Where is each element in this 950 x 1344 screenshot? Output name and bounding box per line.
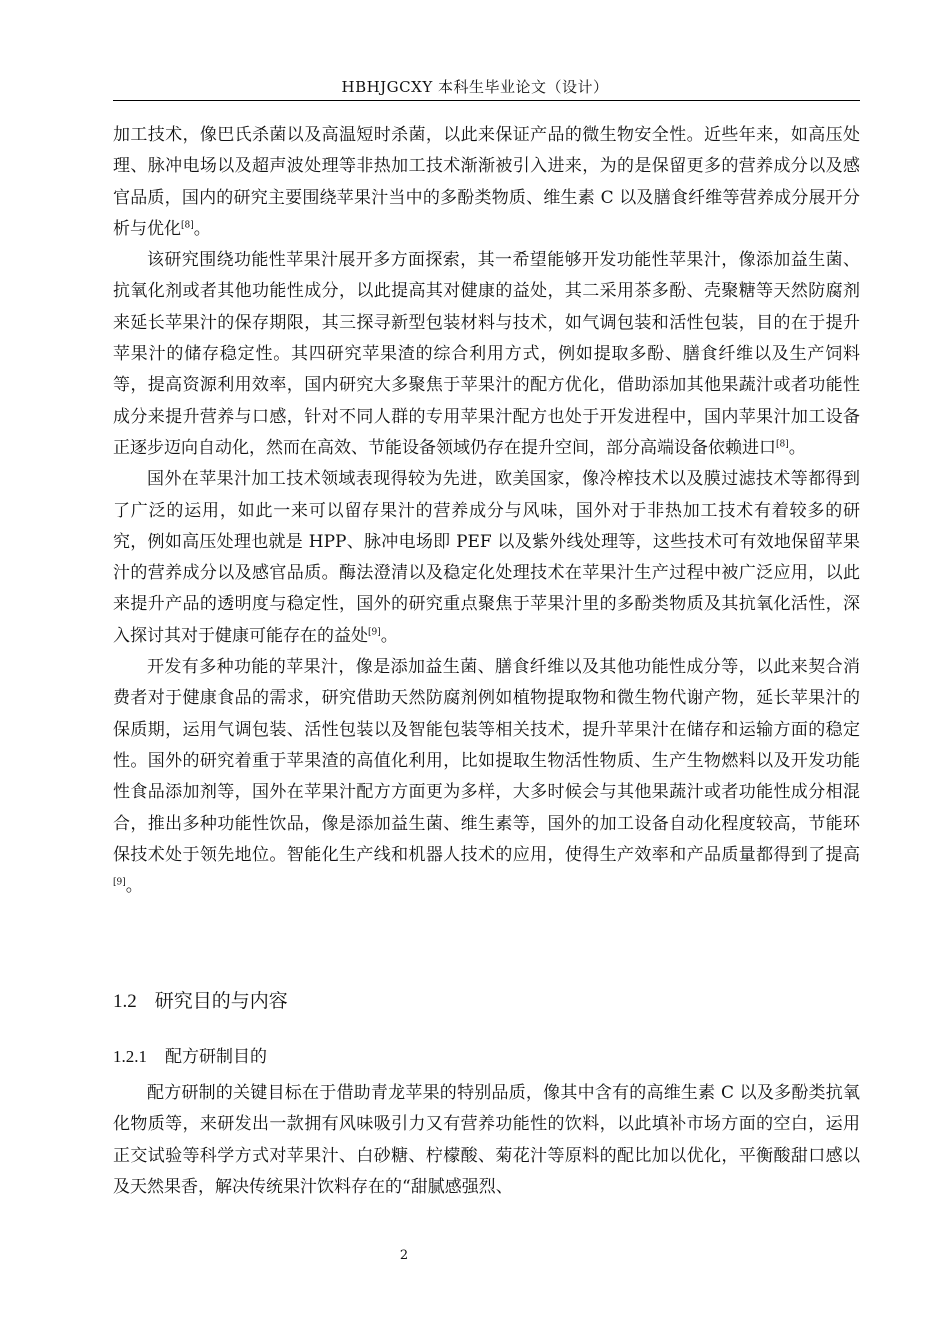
citation: [8] — [181, 220, 194, 231]
citation: [8] — [776, 439, 789, 450]
section-number: 1.2 — [113, 991, 137, 1012]
subsection-number: 1.2.1 — [113, 1047, 147, 1066]
header-divider — [113, 100, 860, 101]
running-header: HBHJGCXY 本科生毕业论文（设计） — [341, 78, 609, 96]
paragraph: 该研究围绕功能性苹果汁展开多方面探索，其一希望能够开发功能性苹果汁，像添加益生菌、抗氧化剂或者其他功能性成分，以此提高其对健康的益处，其二采用茶多酚、壳聚糖等天然防腐剂来延长苹果汁的保存期限，其三探寻新型包装材料与技术，如气调包装和活性包装，目的在于提升苹果汁的储存稳定性。其四研究苹果渣的综合利用方式，例如提取多酚、膳食纤维以及生产饲料等，提高资源利用效率，国内研究大多聚焦于苹果汁的配方优化，借助添加其他果蔬汁或者功能性成分来提升营养与口感，针对不同人群的专用苹果汁配方也处于开发进程中，国内苹果汁加工设备正逐步迈向自动化，然而在高效、节能设备领域仍存在提升空间，部分高端设备依赖进口[8]。 — [113, 250, 860, 458]
paragraph: 开发有多种功能的苹果汁，像是添加益生菌、膳食纤维以及其他功能性成分等，以此来契合消费者对于健康食品的需求，研究借助天然防腐剂例如植物提取物和微生物代谢产物，延长苹果汁的保质期，运用气调包装、活性包装以及智能包装等相关技术，提升苹果汁在储存和运输方面的稳定性。国外的研究着重于苹果渣的高值化利用，比如提取生物活性物质、生产生物燃料以及开发功能性食品添加剂等，国外在苹果汁配方方面更为多样，大多时候会与其他果蔬汁或者功能性成分相混合，推出多种功能性饮品，像是添加益生菌、维生素等，国外的加工设备自动化程度较高，节能环保技术处于领先地位。智能化生产线和机器人技术的应用，使得生产效率和产品质量都得到了提高[9]。 — [113, 657, 860, 897]
paragraph: 国外在苹果汁加工技术领域表现得较为先进，欧美国家，像冷榨技术以及膜过滤技术等都得到了广泛的运用，如此一来可以留存果汁的营养成分与风味，国外对于非热加工技术有着较多的研究，例如高压处理也就是 HPP、脉冲电场即 PEF 以及紫外线处理等，这些技术可有效地保留苹果汁的营养成分以及感官品质。酶法澄清以及稳定化处理技术在苹果汁生产过程中被广泛应用，以此来提升产品的透明度与稳定性，国外的研究重点聚焦于苹果汁里的多酚类物质及其抗氧化活性，深入探讨其对于健康可能存在的益处[9]。 — [113, 469, 860, 646]
subsection-heading — [113, 1042, 267, 1067]
subsection-title: 配方研制目的 — [165, 1047, 267, 1067]
section-title: 研究目的与内容 — [154, 990, 288, 1012]
body-text — [113, 120, 860, 902]
section-heading — [113, 986, 288, 1013]
paragraph: 加工技术，像巴氏杀菌以及高温短时杀菌，以此来保证产品的微生物安全性。近些年来，如高压处理、脉冲电场以及超声波处理等非热加工技术渐渐被引入进来，为的是保留更多的营养成分以及感官品质，国内的研究主要围绕苹果汁当中的多酚类物质、维生素 C 以及膳食纤维等营养成分展开分析与优化[8]。 — [113, 125, 860, 239]
paragraph: 配方研制的关键目标在于借助青龙苹果的特别品质，像其中含有的高维生素 C 以及多酚类抗氧化物质等，来研发出一款拥有风味吸引力又有营养功能性的饮料，以此填补市场方面的空白，运用正交试验等科学方式对苹果汁、白砂糖、柠檬酸、菊花汁等原料的配比加以优化，平衡酸甜口感以及天然果香，解决传统果汁饮料存在的“甜腻感强烈、 — [113, 1083, 860, 1197]
page-number: 2 — [399, 1248, 409, 1263]
body-text-continued — [113, 1078, 860, 1203]
citation: [9] — [368, 627, 381, 638]
citation: [9] — [113, 877, 126, 888]
